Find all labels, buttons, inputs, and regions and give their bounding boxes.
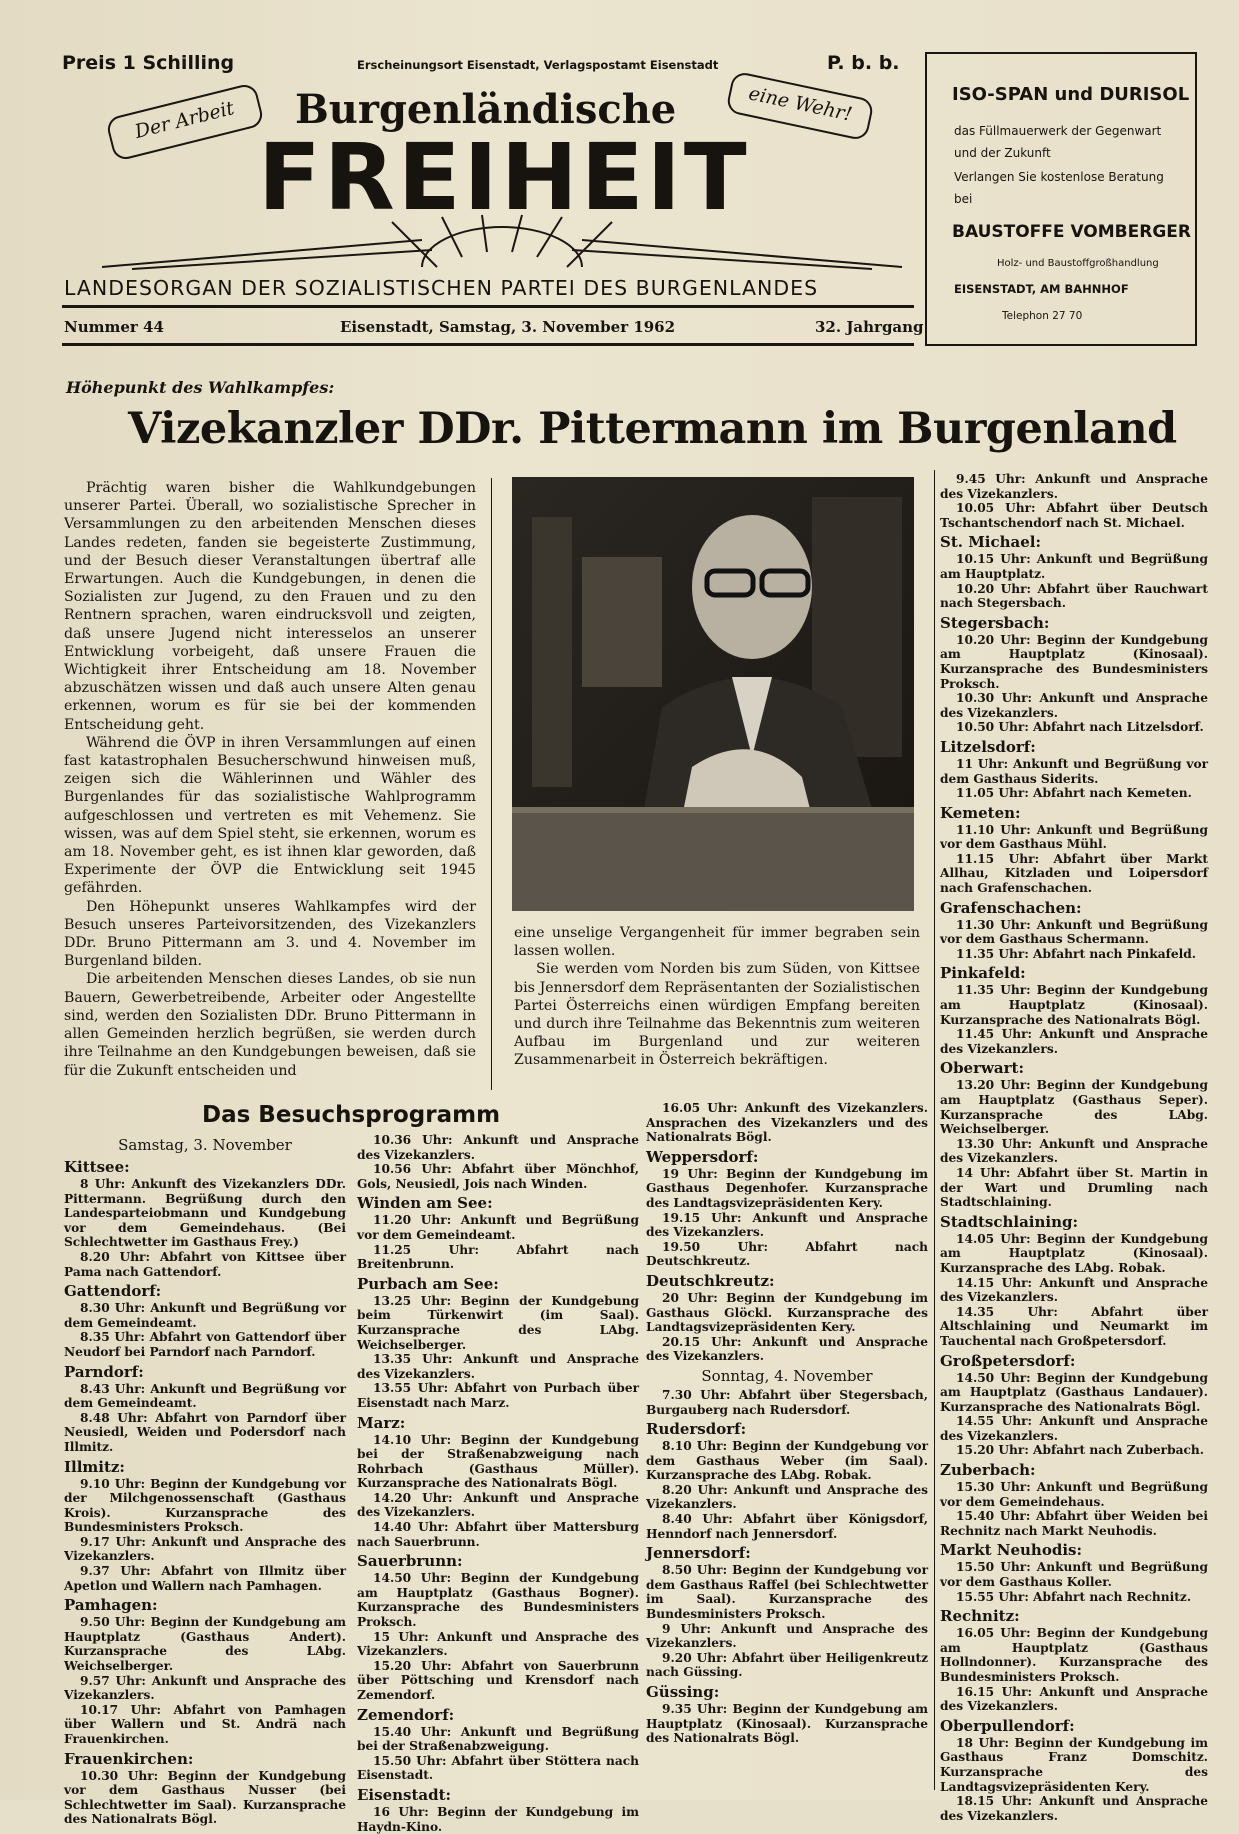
ad-line3: Verlangen Sie kostenlose Beratung <box>954 170 1164 184</box>
article-headline: Vizekanzler DDr. Pittermann im Burgenland <box>128 404 1177 454</box>
schedule-place: Kittsee: <box>64 1158 130 1176</box>
schedule-place: Grafenschachen: <box>940 898 1082 917</box>
schedule-entry: 10.05 Uhr: Abfahrt über Deutsch Tschantschendorf nach St. Michael. <box>940 501 1208 530</box>
schedule-place: Frauenkirchen: <box>64 1749 194 1768</box>
schedule-place: St. Michael: <box>940 533 1042 552</box>
paragraph: Den Höhepunkt unseres Wahlkampfes wird der Besuch unseres Parteivorsitzenden, des Vizekanzlers DDr. Bruno Pittermann am 3. und 4. November im Burgenland bilden. <box>64 898 476 970</box>
schedule-entry: 14.10 Uhr: Beginn der Kundgebung bei der Straßenabzweigung nach Rohrbach (Gasthaus Müller). Kurzansprache des Nationalrats Bögl. <box>357 1432 639 1491</box>
schedule-entry: 15.20 Uhr: Abfahrt von Sauerbrunn über Pöttsching und Krensdorf nach Zemendorf. <box>357 1658 639 1702</box>
banner-right-text: eine Wehr! <box>746 82 855 126</box>
schedule-place: Litzelsdorf: <box>940 737 1036 756</box>
issue-number: Nummer 44 <box>64 318 164 336</box>
schedule-entry: 9.17 Uhr: Ankunft und Ansprache des Vizekanzlers. <box>64 1534 346 1564</box>
schedule-entry: 11.35 Uhr: Abfahrt nach Pinkafeld. <box>956 946 1197 961</box>
schedule-entry: 15 Uhr: Ankunft und Ansprache des Vizekanzlers. <box>357 1629 639 1659</box>
schedule-entry: 8.20 Uhr: Ankunft und Ansprache des Vizekanzlers. <box>646 1482 928 1512</box>
schedule-entry: 18.15 Uhr: Ankunft und Ansprache des Vizekanzlers. <box>940 1794 1208 1823</box>
schedule-entry: 20.15 Uhr: Ankunft und Ansprache des Vizekanzlers. <box>646 1334 928 1364</box>
ad-line4: bei <box>954 192 973 206</box>
article-kicker: Höhepunkt des Wahlkampfes: <box>66 378 335 397</box>
schedule-entry: 14.20 Uhr: Ankunft und Ansprache des Vizekanzlers. <box>357 1490 639 1520</box>
schedule-entry: 11.15 Uhr: Abfahrt über Markt Allhau, Kitzladen und Loipersdorf nach Grafenschachen. <box>940 851 1208 896</box>
schedule-place: Deutschkreutz: <box>646 1271 775 1290</box>
schedule-place: Purbach am See: <box>357 1274 499 1293</box>
schedule-place: Winden am See: <box>357 1194 493 1213</box>
schedule-place: Markt Neuhodis: <box>940 1541 1083 1560</box>
schedule-entry: 11.25 Uhr: Abfahrt nach Breitenbrunn. <box>357 1242 639 1272</box>
portrait-photo <box>512 477 914 911</box>
masthead-title: FREIHEIT <box>258 124 750 231</box>
schedule-entry: 8.35 Uhr: Abfahrt von Gattendorf über Neudorf bei Parndorf nach Parndorf. <box>64 1330 346 1359</box>
schedule-entry: 14.50 Uhr: Beginn der Kundgebung am Hauptplatz (Gasthaus Landauer). Kurzansprache des Nationalrats Bögl. <box>940 1370 1208 1414</box>
banner-left <box>105 82 265 162</box>
schedule-entry: 14 Uhr: Abfahrt über St. Martin in der Wart und Drumling nach Stadtschlaining. <box>940 1165 1208 1210</box>
schedule-column-3 <box>646 1101 928 1746</box>
schedule-place: Güssing: <box>646 1683 720 1701</box>
schedule-entry: 19 Uhr: Beginn der Kundgebung im Gasthaus Degenhofer. Kurzansprache des Landtagsvizepräsidenten Kery. <box>646 1166 928 1210</box>
price-label: Preis 1 Schilling <box>62 52 235 74</box>
schedule-entry: 11.35 Uhr: Beginn der Kundgebung am Hauptplatz (Kinosaal). Kurzansprache des Nationalrats Bögl. <box>940 983 1208 1027</box>
paragraph: eine unselige Vergangenheit für immer begraben sein lassen wollen. <box>514 925 920 960</box>
masthead-subtitle: LANDESORGAN DER SOZIALISTISCHEN PARTEI DES BURGENLANDES <box>64 276 819 300</box>
schedule-place: Großpetersdorf: <box>940 1351 1076 1370</box>
postal-mark: P. b. b. <box>827 52 900 74</box>
schedule-entry: 10.30 Uhr: Ankunft und Ansprache des Vizekanzlers. <box>940 691 1208 720</box>
schedule-place: Oberwart: <box>940 1059 1025 1078</box>
schedule-entry: 15.40 Uhr: Ankunft und Begrüßung bei der Straßenabzweigung. <box>357 1724 639 1754</box>
schedule-entry: 19.50 Uhr: Abfahrt nach Deutschkreutz. <box>646 1239 928 1269</box>
ad-company: BAUSTOFFE VOMBERGER <box>952 222 1191 242</box>
schedule-entry: 15.40 Uhr: Abfahrt über Weiden bei Rechnitz nach Markt Neuhodis. <box>940 1509 1208 1538</box>
schedule-place: Weppersdorf: <box>646 1147 759 1166</box>
ad-headline: ISO-SPAN und DURISOL <box>952 84 1190 105</box>
schedule-entry: 9 Uhr: Ankunft und Ansprache des Vizekanzlers. <box>646 1621 928 1651</box>
schedule-entry: 8.30 Uhr: Ankunft und Begrüßung vor dem Gemeindeamt. <box>64 1301 346 1330</box>
schedule-entry: 8 Uhr: Ankunft des Vizekanzlers DDr. Pittermann. Begrüßung durch den Landesparteiobmann und Kundgebung vor dem Gemeindehaus. (Bei Schlechtwetter im Gasthaus Frey.) <box>64 1177 346 1250</box>
schedule-entry: 16.05 Uhr: Beginn der Kundgebung am Hauptplatz (Gasthaus Hollndonner). Kurzansprache des Bundesministers Proksch. <box>940 1626 1208 1684</box>
paragraph: Prächtig waren bisher die Wahlkundgebungen unserer Partei. Überall, wo sozialistische Sprecher in Versammlungen zu den arbeitenden Menschen dieses Landes redeten, fanden sie begeisterte Zustimmung, und der Besuch dieser Veranstaltungen übertraf alle Erwartungen. Auch die Kundgebungen, in denen die Sozialisten zur Jugend, zu den Frauen und zu den Rentnern sprachen, waren eindrucksvoll und zeigten, daß unsere Jugend nicht interesselos an unserer Entwicklung vorbeigeht, daß unsere Frauen die Wichtigkeit ihrer Entscheidung am 18. November abzuschätzen wissen und daß auch unsere Alten genau erkennen, worum es für sie bei der kommenden Entscheidung geht. <box>64 480 476 733</box>
schedule-entry: 10.36 Uhr: Ankunft und Ansprache des Vizekanzlers. <box>357 1133 639 1162</box>
schedule-entry: 15.30 Uhr: Ankunft und Begrüßung vor dem Gemeindehaus. <box>940 1480 1208 1509</box>
schedule-entry: 15.50 Uhr: Ankunft und Begrüßung vor dem Gasthaus Koller. <box>940 1560 1208 1590</box>
schedule-place: Sauerbrunn: <box>357 1552 463 1571</box>
schedule-entry: 10.56 Uhr: Abfahrt über Mönchhof, Gols, Neusiedl, Jois nach Winden. <box>357 1162 639 1191</box>
masthead-title-top: Burgenländische <box>295 86 677 133</box>
schedule-entry: 9.45 Uhr: Ankunft und Ansprache des Vizekanzlers. <box>940 472 1208 501</box>
schedule-column-2 <box>357 1133 639 1834</box>
schedule-title: Das Besuchsprogramm <box>202 1102 501 1128</box>
schedule-entry: 13.55 Uhr: Abfahrt von Purbach über Eisenstadt nach Marz. <box>357 1381 639 1410</box>
paragraph: Während die ÖVP in ihren Versammlungen auf einen fast katastrophalen Besucherschwund hinweisen muß, zeigen sich die Wählerinnen und Wähler des Burgenlandes für das sozialistische Wahlprogramm aufgeschlossen und vertreten es mit Vehemenz. Sie wissen, was auf dem Spiel steht, sie erkennen, worum es am 18. November geht, es ist ihnen klar geworden, daß Experimente der ÖVP die Entwicklung seit 1945 gefährden. <box>64 734 476 897</box>
schedule-entry: 13.20 Uhr: Beginn der Kundgebung am Hauptplatz (Gasthaus Seper). Kurzansprache des LAbg. Weichselberger. <box>940 1078 1208 1137</box>
schedule-entry: 7.30 Uhr: Abfahrt über Stegersbach, Burgauberg nach Rudersdorf. <box>646 1387 928 1417</box>
schedule-place: Stadtschlaining: <box>940 1212 1079 1231</box>
schedule-entry: 15.50 Uhr: Abfahrt über Stöttera nach Eisenstadt. <box>357 1753 639 1783</box>
schedule-entry: 9.20 Uhr: Abfahrt über Heiligenkreutz nach Güssing. <box>646 1650 928 1680</box>
schedule-entry: 10.20 Uhr: Beginn der Kundgebung am Hauptplatz (Kinosaal). Kurzansprache des Bundesministers Proksch. <box>940 632 1208 691</box>
schedule-entry: 10.50 Uhr: Abfahrt nach Litzelsdorf. <box>956 720 1204 735</box>
schedule-entry: 14.05 Uhr: Beginn der Kundgebung am Hauptplatz (Kinosaal). Kurzansprache des LAbg. Robak. <box>940 1231 1208 1275</box>
schedule-entry: 9.10 Uhr: Beginn der Kundgebung vor der Milchgenossenschaft (Gasthaus Krois). Kurzansprache des Bundesministers Proksch. <box>64 1476 346 1535</box>
schedule-entry: 11.10 Uhr: Ankunft und Begrüßung vor dem Gasthaus Mühl. <box>940 822 1208 852</box>
schedule-entry: 8.50 Uhr: Beginn der Kundgebung vor dem Gasthaus Raffel (bei Schlechtwetter im Saal). Kurzansprache des Bundesministers Proksch. <box>646 1563 928 1622</box>
schedule-entry: 13.30 Uhr: Ankunft und Ansprache des Vizekanzlers. <box>940 1136 1208 1166</box>
schedule-entry: 8.20 Uhr: Abfahrt von Kittsee über Pama nach Gattendorf. <box>64 1249 346 1279</box>
schedule-entry: 20 Uhr: Beginn der Kundgebung im Gasthaus Glöckl. Kurzansprache des Landtagsvizepräsidenten Kery. <box>646 1290 928 1335</box>
schedule-entry: 9.35 Uhr: Beginn der Kundgebung am Hauptplatz (Kinosaal). Kurzansprache des Nationalrats Bögl. <box>646 1702 928 1746</box>
schedule-place: Rudersdorf: <box>646 1420 747 1439</box>
schedule-entry: 11.20 Uhr: Ankunft und Begrüßung vor dem Gemeindeamt. <box>357 1213 639 1242</box>
paragraph: Die arbeitenden Menschen dieses Landes, ob sie nun Bauern, Gewerbetreibende, Arbeiter oder Angestellte sind, werden den Sozialisten DDr. Bruno Pittermann in allen Gemeinden herzlich begrüßen, sie werden durch ihre Teilnahme an den Kundgebungen beweisen, daß sie für die Zukunft entscheiden und <box>64 971 476 1079</box>
advertisement-box <box>925 52 1197 346</box>
paragraph: Sie werden vom Norden bis zum Süden, von Kittsee bis Jennersdorf dem Repräsentanten der Sozialistischen Partei Österreichs einen würdigen Empfang bereiten und durch ihre Teilnahme das Bekenntnis zum weiteren Aufbau im Burgenland und zur weiteren Zusammenarbeit in Österreich bekräftigen. <box>514 961 920 1069</box>
schedule-entry: 8.40 Uhr: Abfahrt über Königsdorf, Henndorf nach Jennersdorf. <box>646 1512 928 1541</box>
schedule-entry: 9.50 Uhr: Beginn der Kundgebung am Hauptplatz (Gasthaus Andert). Kurzansprache des LAbg. Weichselberger. <box>64 1615 346 1674</box>
schedule-place: Rechnitz: <box>940 1607 1020 1626</box>
banner-left-text: Der Arbeit <box>132 97 237 144</box>
schedule-place: Stegersbach: <box>940 613 1050 632</box>
ad-company-sub: Holz- und Baustoffgroßhandlung <box>997 258 1159 269</box>
schedule-place: Gattendorf: <box>64 1282 162 1301</box>
schedule-place: Parndorf: <box>64 1362 144 1381</box>
schedule-entry: 8.43 Uhr: Ankunft und Begrüßung vor dem Gemeindeamt. <box>64 1381 346 1411</box>
schedule-place: Marz: <box>357 1413 406 1432</box>
schedule-entry: 13.35 Uhr: Ankunft und Ansprache des Vizekanzlers. <box>357 1352 639 1381</box>
schedule-place: Pinkafeld: <box>940 964 1026 983</box>
schedule-entry: 9.57 Uhr: Ankunft und Ansprache des Vizekanzlers. <box>64 1673 346 1703</box>
schedule-entry: 18 Uhr: Beginn der Kundgebung im Gasthaus Franz Domschitz. Kurzansprache des Landtagsvizepräsidenten Kery. <box>940 1735 1208 1794</box>
schedule-entry: 8.48 Uhr: Abfahrt von Parndorf über Neusiedl, Weiden und Podersdorf nach Illmitz. <box>64 1410 346 1454</box>
schedule-place: Jennersdorf: <box>646 1544 751 1563</box>
ad-line1: das Füllmauerwerk der Gegenwart <box>954 124 1162 138</box>
schedule-entry: 14.35 Uhr: Abfahrt über Altschlaining und Neumarkt im Tauchental nach Großpetersdorf. <box>940 1304 1208 1348</box>
schedule-entry: 9.37 Uhr: Abfahrt von Illmitz über Apetlon und Wallern nach Pamhagen. <box>64 1564 346 1593</box>
schedule-entry: 16.15 Uhr: Ankunft und Ansprache des Vizekanzlers. <box>940 1684 1208 1714</box>
schedule-place: Eisenstadt: <box>357 1785 452 1804</box>
schedule-entry: 10.15 Uhr: Ankunft und Begrüßung am Hauptplatz. <box>940 552 1208 581</box>
article-middle-column <box>514 924 920 1070</box>
sunrise-ornament <box>92 212 912 272</box>
schedule-entry: 10.30 Uhr: Beginn der Kundgebung vor dem Gasthaus Nusser (bei Schlechtwetter im Saal). Kurzansprache des Nationalrats Bögl. <box>64 1768 346 1827</box>
schedule-entry: 19.15 Uhr: Ankunft und Ansprache des Vizekanzlers. <box>646 1210 928 1240</box>
schedule-day-heading: Samstag, 3. November <box>118 1136 292 1154</box>
schedule-place: Oberpullendorf: <box>940 1716 1075 1735</box>
volume: 32. Jahrgang <box>815 318 924 336</box>
article-left-column <box>64 479 476 1080</box>
schedule-entry: 14.15 Uhr: Ankunft und Ansprache des Vizekanzlers. <box>940 1275 1208 1305</box>
schedule-place: Illmitz: <box>64 1457 125 1476</box>
schedule-entry: 11.05 Uhr: Abfahrt nach Kemeten. <box>956 786 1192 801</box>
schedule-entry: 14.55 Uhr: Ankunft und Ansprache des Vizekanzlers. <box>940 1414 1208 1443</box>
schedule-place: Zuberbach: <box>940 1461 1036 1480</box>
issue-date: Eisenstadt, Samstag, 3. November 1962 <box>340 318 676 336</box>
schedule-entry: 15.20 Uhr: Abfahrt nach Zuberbach. <box>956 1443 1205 1458</box>
schedule-entry: 16.05 Uhr: Ankunft des Vizekanzlers. Ansprachen des Vizekanzlers und des Nationalrats Bögl. <box>646 1101 928 1145</box>
schedule-entry: 10.20 Uhr: Abfahrt über Rauchwart nach Stegersbach. <box>940 581 1208 611</box>
schedule-entry: 10.17 Uhr: Abfahrt von Pamhagen über Wallern und St. Andrä nach Frauenkirchen. <box>64 1702 346 1746</box>
schedule-column-4 <box>940 472 1208 1823</box>
schedule-entry: 16 Uhr: Beginn der Kundgebung im Haydn-Kino. <box>357 1804 639 1834</box>
schedule-entry: 11 Uhr: Ankunft und Begrüßung vor dem Gasthaus Siderits. <box>940 756 1208 786</box>
schedule-place: Pamhagen: <box>64 1596 158 1615</box>
schedule-entry: 14.50 Uhr: Beginn der Kundgebung am Hauptplatz (Gasthaus Bogner). Kurzansprache des Bundesministers Proksch. <box>357 1571 639 1630</box>
schedule-entry: 13.25 Uhr: Beginn der Kundgebung beim Türkenwirt (im Saal). Kurzansprache des LAbg. Weichselberger. <box>357 1293 639 1352</box>
schedule-place: Zemendorf: <box>357 1705 455 1724</box>
schedule-place: Kemeten: <box>940 803 1021 822</box>
schedule-entry: 8.10 Uhr: Beginn der Kundgebung vor dem Gasthaus Weber (im Saal). Kurzansprache des LAbg. Robak. <box>646 1439 928 1483</box>
ad-line2: und der Zukunft <box>954 146 1051 160</box>
ad-address: EISENSTADT, AM BAHNHOF <box>954 282 1129 296</box>
schedule-column-1 <box>64 1133 346 1827</box>
publication-place: Erscheinungsort Eisenstadt, Verlagspostamt Eisenstadt <box>357 58 719 72</box>
schedule-entry: 15.55 Uhr: Abfahrt nach Rechnitz. <box>956 1589 1192 1604</box>
schedule-entry: 14.40 Uhr: Abfahrt über Mattersburg nach Sauerbrunn. <box>357 1520 639 1549</box>
schedule-entry: 11.45 Uhr: Ankunft und Ansprache des Vizekanzlers. <box>940 1027 1208 1056</box>
schedule-entry: 11.30 Uhr: Ankunft und Begrüßung vor dem Gasthaus Schermann. <box>940 917 1208 947</box>
schedule-day-heading: Sonntag, 4. November <box>701 1366 873 1385</box>
ad-phone: Telephon 27 70 <box>1002 310 1083 322</box>
